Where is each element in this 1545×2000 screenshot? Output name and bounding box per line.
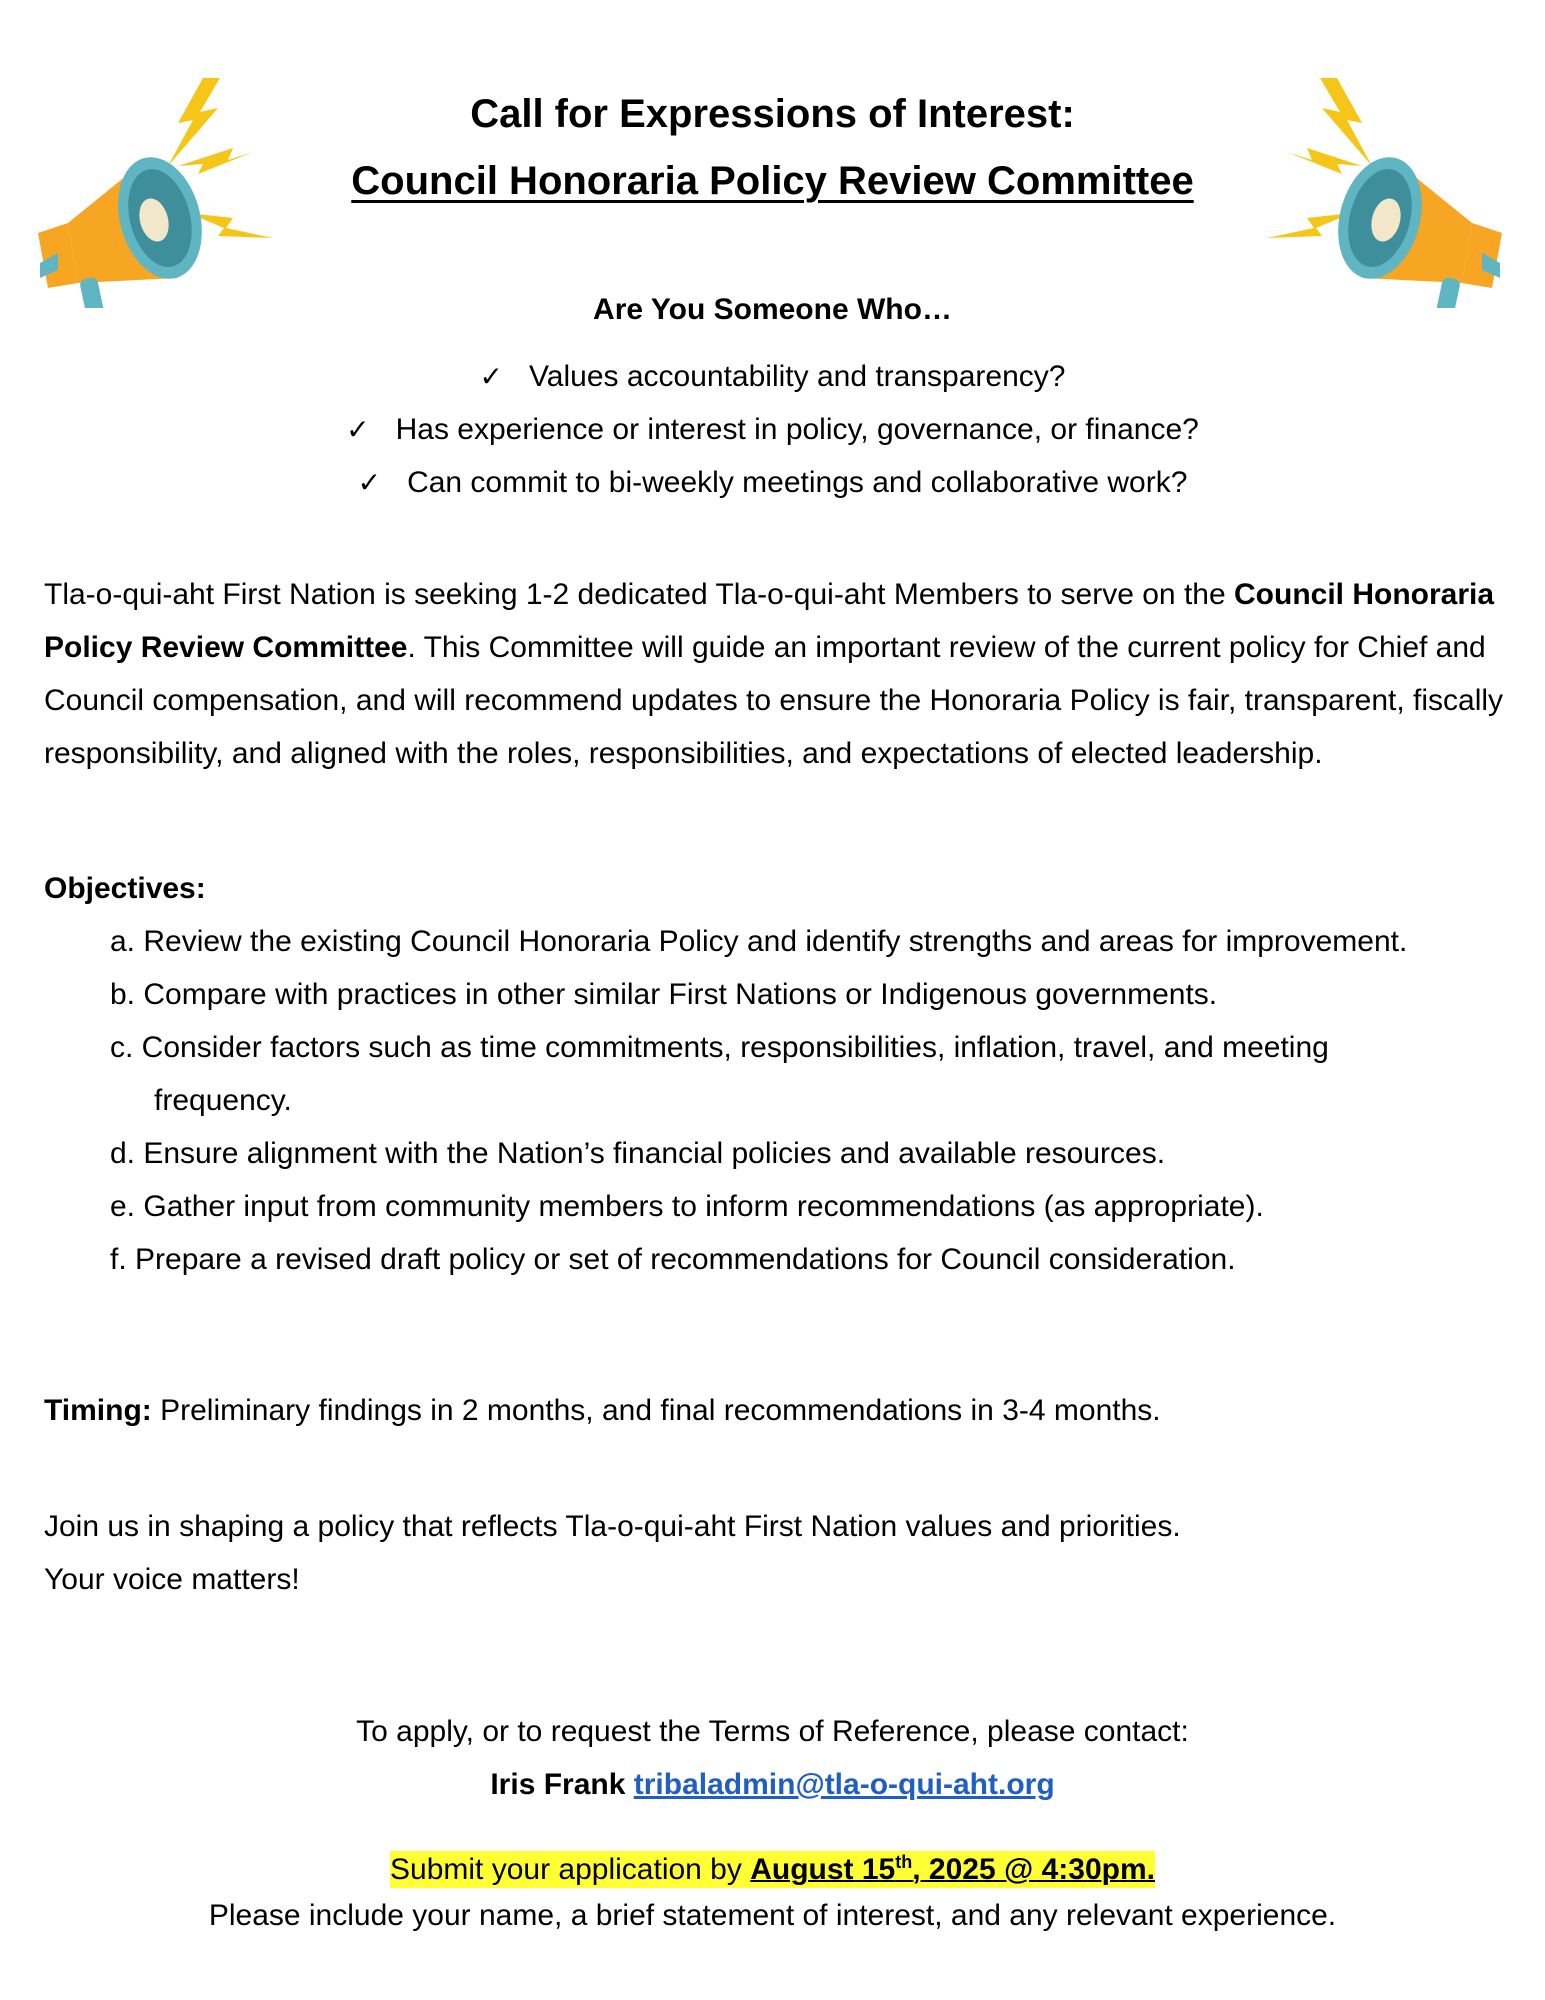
committee-name: Council Honoraria Policy Review Committee [44,578,1495,664]
final-note: Please include your name, a brief statement of interest, and any relevant experience. [208,1899,1337,1932]
timing-label: Timing: [44,1394,152,1427]
objective-item: c. Consider factors such as time commitments, responsibilities, inflation, travel, and meeting frequency. [110,1031,1329,1117]
deadline-line [0,1836,1545,1896]
closing-paragraph [44,1500,1504,1606]
intro-text: Tla-o-qui-aht First Nation is seeking 1-2 dedicated Tla-o-qui-aht Members to serve on the [44,578,1234,611]
objectives-heading: Objectives: [44,872,206,905]
checklist-item [0,350,1545,403]
checklist-item [0,403,1545,456]
title-line-2: Council Honoraria Policy Review Committee [351,159,1194,203]
contact-details [0,1758,1545,1811]
checkmark-icon: ✓ [479,361,503,392]
subheading: Are You Someone Who… [593,293,952,326]
checklist-item-text: Values accountability and transparency? [529,360,1066,393]
checkmark-icon: ✓ [357,467,382,498]
deadline-prefix: Submit your application by [390,1853,751,1886]
objective-item: b. Compare with practices in other similar First Nations or Indigenous governments. [110,978,1218,1011]
contact-name: Iris Frank [490,1768,626,1801]
contact-intro: To apply, or to request the Terms of Reference, please contact: [356,1715,1189,1748]
timing-text: Preliminary findings in 2 months, and final recommendations in 3-4 months. [151,1394,1161,1427]
checkmark-icon: ✓ [346,414,370,445]
deadline-date [750,1853,1155,1886]
checklist-item-text: Has experience or interest in policy, governance, or finance? [395,413,1199,446]
checklist-item [0,456,1545,509]
objective-item: e. Gather input from community members to inform recommendations (as appropriate). [110,1190,1264,1223]
deadline-highlight [390,1851,1155,1888]
contact-email-link[interactable]: tribaladmin@tla-o-qui-aht.org [633,1768,1055,1801]
objective-item: a. Review the existing Council Honoraria Policy and identify strengths and areas for improvement. [110,925,1408,958]
checklist [0,350,1545,509]
title-line-1: Call for Expressions of Interest: [470,92,1075,136]
checklist-item-text: Can commit to bi-weekly meetings and collaborative work? [407,466,1188,499]
deadline-date-rest: , 2025 @ 4:30pm. [912,1853,1155,1886]
objective-item: f. Prepare a revised draft policy or set of recommendations for Council consideration. [110,1243,1236,1276]
intro-paragraph [44,568,1504,780]
objective-item: d. Ensure alignment with the Nation’s financial policies and available resources. [110,1137,1166,1170]
deadline-date-sup: th [895,1852,913,1872]
objectives-list [110,915,1470,1286]
closing-line-2: Your voice matters! [44,1563,300,1596]
intro-text-continued: . This Committee will guide an important review of the current policy for Chief and Council compensation, and will recommend updates to ensure the Honoraria Policy is fair, transparent, fiscally responsibility, and aligned with the roles, responsibilities, and expectations of elected leadership. [44,631,1504,770]
deadline-date-main: August 15 [750,1853,896,1886]
timing-paragraph [44,1384,1504,1437]
closing-line-1: Join us in shaping a policy that reflects Tla-o-qui-aht First Nation values and priorities. [44,1510,1181,1543]
